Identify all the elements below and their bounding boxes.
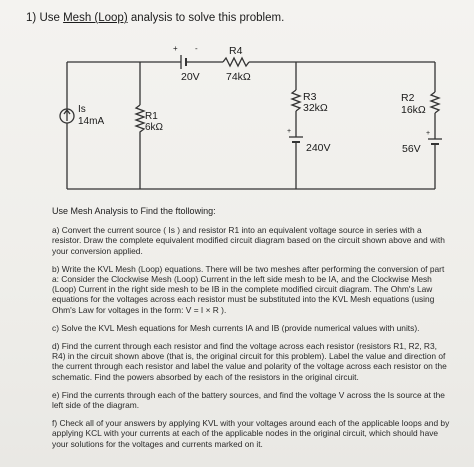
v240-value: 240V bbox=[306, 142, 331, 154]
r2-zigzag bbox=[431, 92, 439, 113]
r4-label: R4 bbox=[229, 45, 243, 57]
r4-value: 74kΩ bbox=[226, 71, 251, 83]
r3-zigzag bbox=[292, 90, 300, 111]
question-d: d) Find the current through each resistor and find the voltage across each resistor (resistors R1, R2, R3, R4) in the circuit shown above (that is, the original circuit for this problem). Label the value and direction of the current through each resistor and label the value and polarity of the voltage across each resistor on the schematic. Find the powers absorbed by each of the resistors in the original circuit. bbox=[52, 341, 447, 382]
question-f: f) Check all of your answers by applying KVL with your voltages around each of the applicable loops and by applying KCL with your currents at each of the applicable nodes in the original circuit, which should have your solutions for the voltages and currents marked on it. bbox=[52, 418, 450, 449]
questions-section bbox=[52, 206, 452, 457]
questions-heading: Use Mesh Analysis to Find the ftollowing: bbox=[52, 206, 216, 216]
r2-label: R2 bbox=[401, 92, 415, 104]
r1-value: 6kΩ bbox=[145, 122, 164, 133]
r1-label: R1 bbox=[145, 111, 158, 122]
r3-label: R3 bbox=[303, 91, 317, 103]
r2-value: 16kΩ bbox=[401, 104, 426, 116]
v240-plus: + bbox=[287, 128, 292, 135]
is-label: Is bbox=[78, 104, 86, 115]
v20-minus: - bbox=[195, 44, 198, 53]
r4-zigzag bbox=[223, 58, 249, 66]
v20-plus: + bbox=[173, 44, 178, 53]
v20-value: 20V bbox=[181, 71, 200, 83]
title-prefix: Use bbox=[39, 12, 60, 24]
question-a: a) Convert the current source ( Is ) and resistor R1 into an equivalent voltage source in series with a resistor. Draw the complete equivalent modified circuit diagram based on the circuit shown above and with your conversion applied. bbox=[52, 225, 445, 256]
question-b: b) Write the KVL Mesh (Loop) equations. There will be two meshes after performing the conversion of part a: Consider the Clockwise Mesh (Loop) Current in the left side mesh to be IA, and the Clockwise Mesh (Loop) Current in the right side mesh to be IB in the complete modified circuit diagram. The Ohm's Law equations for the voltages across each resistor must be substituted into the KVL Mesh equations (using Ohm's Law for voltages in the form: V = I × R ). bbox=[52, 263, 445, 315]
question-e: e) Find the currents through each of the battery sources, and find the voltage V across the Is source at the left side of the diagram. bbox=[52, 389, 445, 411]
is-value: 14mA bbox=[78, 116, 105, 127]
v56-plus: + bbox=[426, 130, 431, 137]
title-mesh-link: Mesh (Loop) bbox=[63, 12, 128, 24]
r3-value: 32kΩ bbox=[303, 102, 328, 114]
question-c: c) Solve the KVL Mesh equations for Mesh currents IA and IB (provide numerical values with units). bbox=[52, 322, 420, 333]
problem-number: 1) bbox=[26, 12, 37, 24]
v56-value: 56V bbox=[402, 143, 421, 155]
r1-zigzag bbox=[136, 105, 144, 135]
circuit-diagram bbox=[0, 0, 474, 205]
title-suffix: analysis to solve this problem. bbox=[130, 12, 285, 24]
